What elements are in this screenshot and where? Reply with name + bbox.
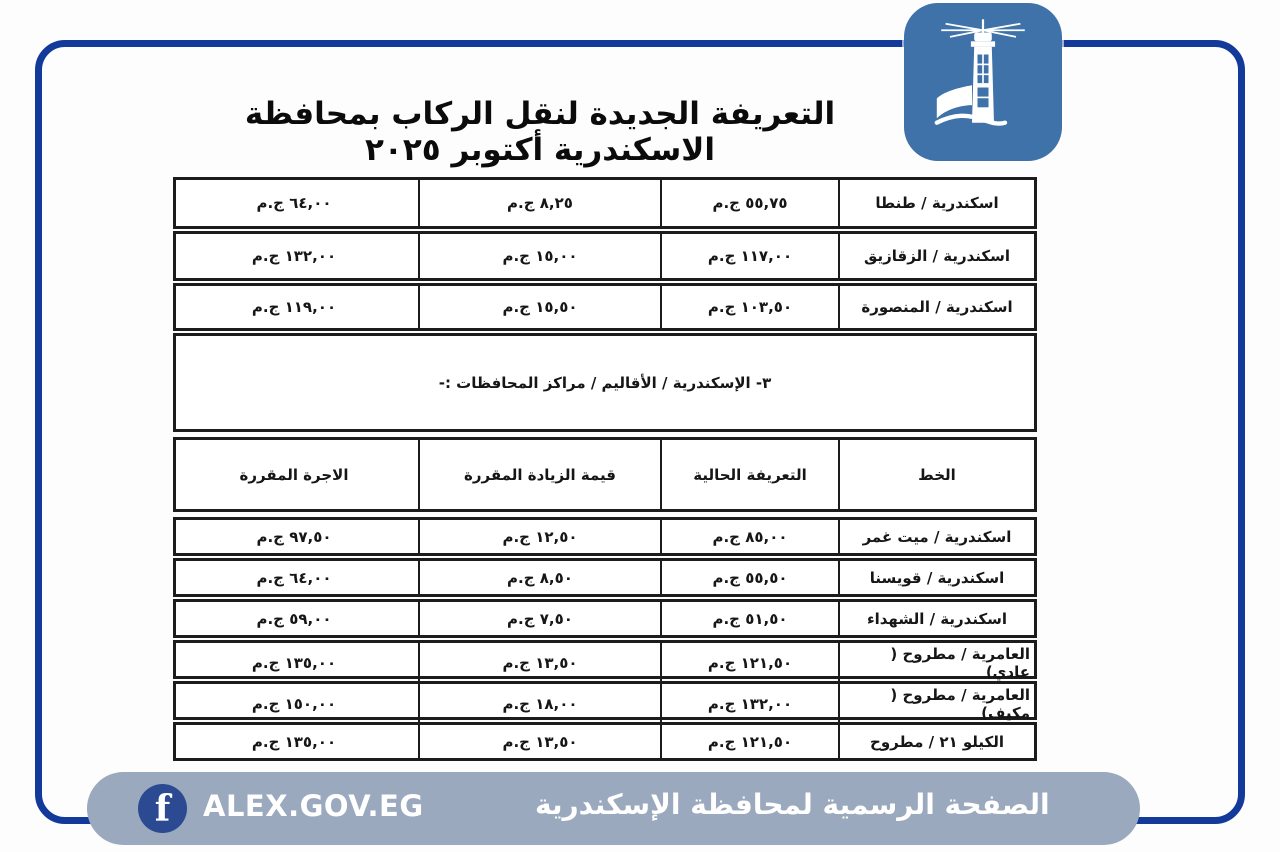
current-tariff-cell: ١٠٣,٥٠ ج.م — [662, 286, 840, 328]
lighthouse-icon — [928, 17, 1038, 147]
new-fare-cell: ١٣٢,٠٠ ج.م — [170, 234, 420, 278]
table-row-shohada — [173, 599, 1037, 638]
table-row-mit-ghamr — [173, 517, 1037, 556]
new-fare-cell: ١١٩,٠٠ ج.م — [170, 286, 420, 328]
increase-cell: ٨,٥٠ ج.م — [420, 561, 662, 594]
current-tariff-cell: ٨٥,٠٠ ج.م — [662, 520, 840, 553]
table-row-matrouh-ac — [173, 681, 1037, 720]
new-fare-cell: ٥٩,٠٠ ج.م — [170, 602, 420, 635]
table-row-tanta — [173, 177, 1037, 229]
document-title: التعريفة الجديدة لنقل الركاب بمحافظة الاسكندرية أكتوبر ٢٠٢٥ — [244, 96, 836, 168]
table-row-kilo21-matrouh — [173, 722, 1037, 761]
current-tariff-cell: ٥٥,٧٥ ج.م — [662, 180, 840, 226]
route-cell: العامرية / مطروح ( مكيف) — [890, 686, 1030, 722]
current-tariff-cell: ١٢١,٥٠ ج.م — [662, 725, 840, 758]
route-cell: اسكندرية / طنطا — [875, 194, 999, 212]
increase-cell: ٧,٥٠ ج.م — [420, 602, 662, 635]
facebook-icon[interactable]: f — [138, 784, 187, 833]
new-fare-cell: ٦٤,٠٠ ج.م — [170, 180, 420, 226]
increase-cell: ١٥,٥٠ ج.م — [420, 286, 662, 328]
header-increase: قيمة الزيادة المقررة — [420, 440, 662, 509]
increase-cell: ١٣,٥٠ ج.م — [420, 725, 662, 758]
current-tariff-cell: ١١٧,٠٠ ج.م — [662, 234, 840, 278]
footer-site-url[interactable]: ALEX.GOV.EG — [203, 789, 424, 823]
header-current-tariff: التعريفة الحالية — [662, 440, 840, 509]
new-fare-cell: ١٣٥,٠٠ ج.م — [170, 643, 420, 683]
increase-cell: ١٣,٥٠ ج.م — [420, 643, 662, 683]
current-tariff-cell: ١٢١,٥٠ ج.م — [662, 643, 840, 683]
new-fare-cell: ١٣٥,٠٠ ج.م — [170, 725, 420, 758]
route-cell: اسكندرية / الشهداء — [866, 609, 1008, 628]
increase-cell: ١٥,٠٠ ج.م — [420, 234, 662, 278]
table-row-mansoura — [173, 283, 1037, 331]
increase-cell: ١٢,٥٠ ج.م — [420, 520, 662, 553]
route-cell: الكيلو ٢١ / مطروح — [870, 732, 1004, 751]
alexandria-governorate-logo — [904, 3, 1062, 161]
current-tariff-cell: ٥١,٥٠ ج.م — [662, 602, 840, 635]
table-row-zagazig — [173, 231, 1037, 281]
route-cell: اسكندرية / الزقازيق — [863, 247, 1011, 265]
new-fare-cell: ٦٤,٠٠ ج.م — [170, 561, 420, 594]
route-cell: العامرية / مطروح ( عادي) — [890, 645, 1030, 681]
route-cell: اسكندرية / قويسنا — [869, 568, 1005, 587]
header-line: الخط — [918, 465, 956, 484]
table-row-quesna — [173, 558, 1037, 597]
current-tariff-cell: ١٣٢,٠٠ ج.م — [662, 684, 840, 724]
route-cell: اسكندرية / ميت غمر — [862, 527, 1012, 546]
section-banner: ٣- الإسكندرية / الأقاليم / مراكز المحافظات :- — [173, 333, 1037, 432]
table-header-row — [173, 437, 1037, 512]
increase-cell: ٨,٢٥ ج.م — [420, 180, 662, 226]
fare-table — [173, 177, 1037, 763]
new-fare-cell: ٩٧,٥٠ ج.م — [170, 520, 420, 553]
current-tariff-cell: ٥٥,٥٠ ج.م — [662, 561, 840, 594]
table-row-matrouh-regular — [173, 640, 1037, 679]
route-cell: اسكندرية / المنصورة — [861, 298, 1013, 316]
footer-page-label: الصفحة الرسمية لمحافظة الإسكندرية — [535, 788, 1050, 821]
header-new-fare: الاجرة المقررة — [170, 440, 420, 509]
new-fare-cell: ١٥٠,٠٠ ج.م — [170, 684, 420, 724]
footer-bar — [87, 772, 1140, 845]
increase-cell: ١٨,٠٠ ج.م — [420, 684, 662, 724]
